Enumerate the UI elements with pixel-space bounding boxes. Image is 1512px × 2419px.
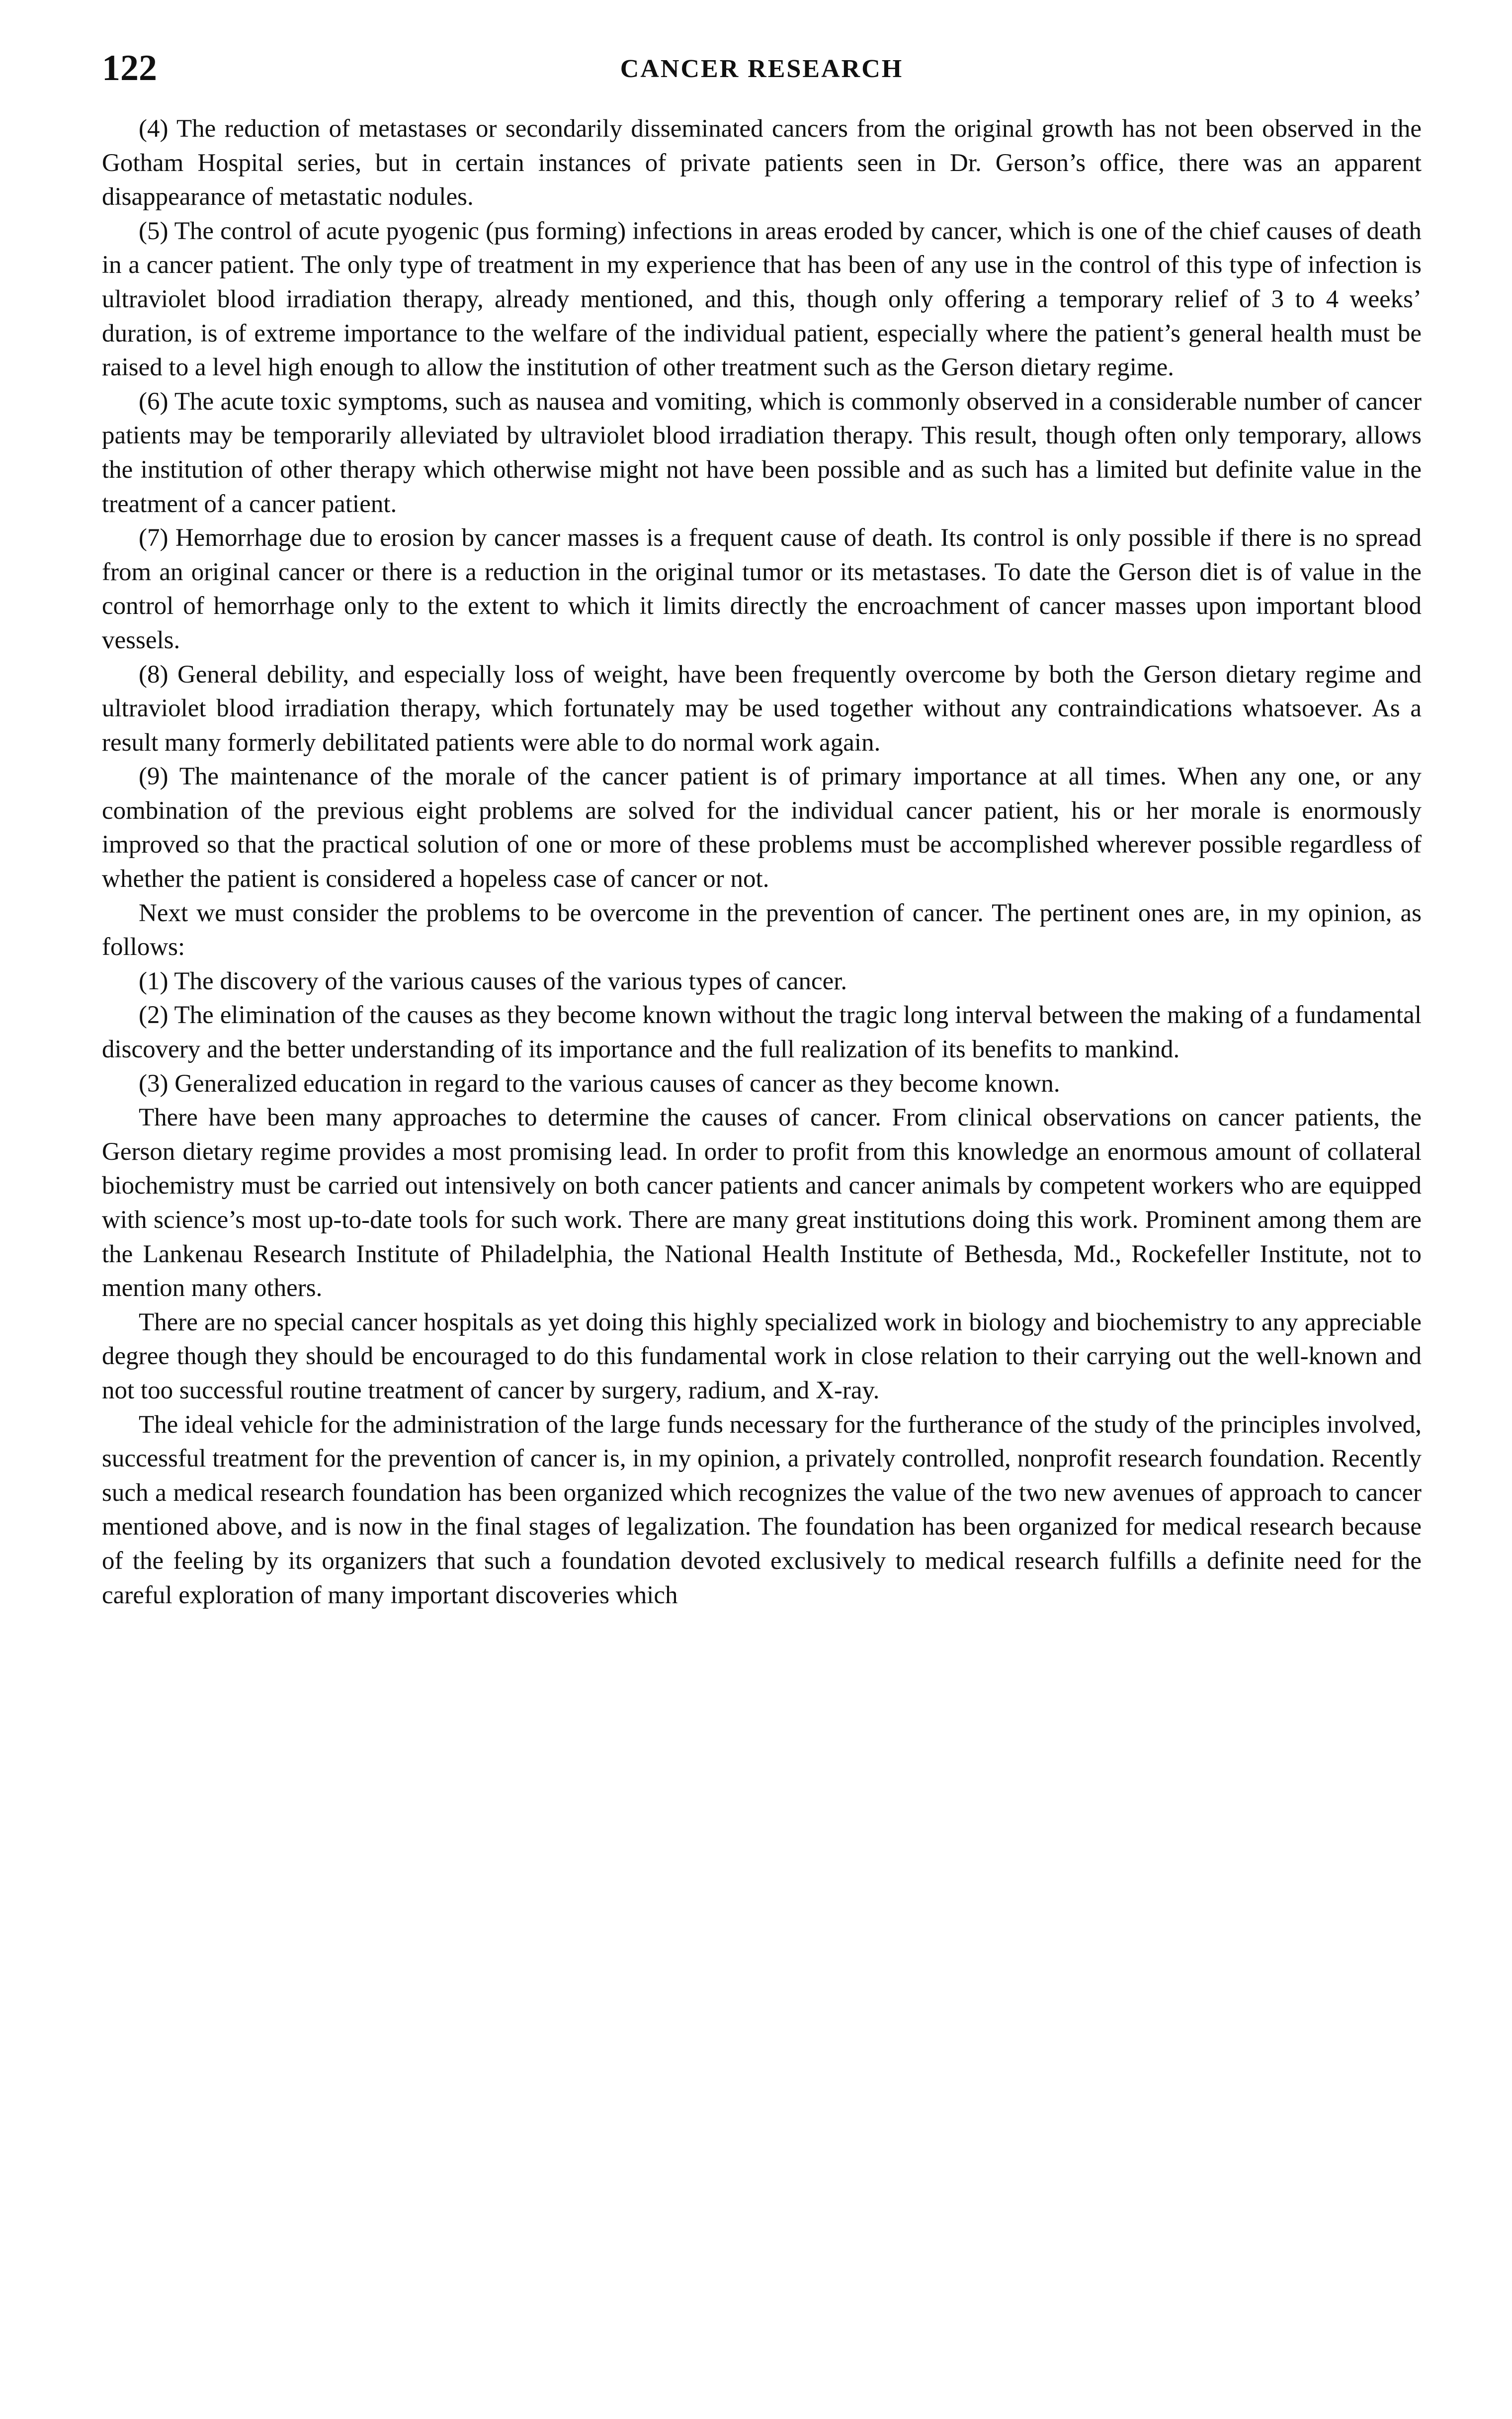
paragraph: (3) Generalized education in regard to the various causes of cancer as they become known.	[139, 1069, 1060, 1098]
paragraph: (1) The discovery of the various causes of the various types of cancer.	[139, 967, 847, 995]
paragraph: The ideal vehicle for the administration of the large funds necessary for the furtherance of the study of the principles involved, successful treatment for the prevention of cancer is, in my opinion, a privately controlled, nonprofit research foundation. Recently such a medical research foundation has been organized which recognizes the value of the two new avenues of approach to cancer mentioned above, and is now in the final stages of legalization. The foundation has been organized for medical research because of the feeling by its organizers that such a foundation devoted exclusively to medical research fulfills a definite need for the careful exploration of many important discoveries which	[102, 1410, 1422, 1609]
paragraph: There are no special cancer hospitals as yet doing this highly specialized work in biology and biochemistry to any appreciable degree though they should be encouraged to do this fundamental work in close relation to their carrying out the well-known and not too successful routine treatment of cancer by surgery, radium, and X-ray.	[102, 1308, 1422, 1404]
paragraph: (5) The control of acute pyogenic (pus forming) infections in areas eroded by cancer, which is one of the chief causes of death in a cancer patient. The only type of treatment in my experience that has been of any use in the control of this type of infection is ultraviolet blood irradiation therapy, already mentioned, and this, though only offering a temporary relief of 3 to 4 weeks’ duration, is of extreme importance to the welfare of the individual patient, especially where the patient’s general health must be raised to a level high enough to allow the institution of other treatment such as the Gerson dietary regime.	[102, 217, 1422, 382]
page-number: 122	[102, 48, 157, 88]
body-text	[102, 112, 1422, 1612]
running-head: CANCER RESEARCH	[620, 55, 904, 83]
paragraph: (6) The acute toxic symptoms, such as nausea and vomiting, which is commonly observed in a considerable number of cancer patients may be temporarily alleviated by ultraviolet blood irradiation therapy. This result, though often only temporary, allows the institution of other therapy which otherwise might not have been possible and as such has a limited but definite value in the treatment of a cancer patient.	[102, 387, 1422, 518]
paragraph: There have been many approaches to determine the causes of cancer. From clinical observations on cancer patients, the Gerson dietary regime provides a most promising lead. In order to profit from this knowledge an enormous amount of collateral biochemistry must be carried out intensively on both cancer patients and cancer animals by competent workers who are equipped with science’s most up-to-date tools for such work. There are many great institutions doing this work. Prominent among them are the Lankenau Research Institute of Philadelphia, the National Health Institute of Bethesda, Md., Rockefeller Institute, not to mention many others.	[102, 1104, 1422, 1302]
paragraph: (2) The elimination of the causes as they become known without the tragic long interval between the making of a fundamental discovery and the better understanding of its importance and the full realization of its benefits to mankind.	[102, 1001, 1422, 1064]
paragraph: (8) General debility, and especially loss of weight, have been frequently overcome by both the Gerson dietary regime and ultraviolet blood irradiation therapy, which fortunately may be used together without any contraindications whatsoever. As a result many formerly debilitated patients were able to do normal work again.	[102, 660, 1422, 757]
paragraph: (7) Hemorrhage due to erosion by cancer masses is a frequent cause of death. Its control is only possible if there is no spread from an original cancer or there is a reduction in the original tumor or its metastases. To date the Gerson diet is of value in the control of hemorrhage only to the extent to which it limits directly the encroachment of cancer masses upon important blood vessels.	[102, 524, 1422, 654]
paragraph: (4) The reduction of metastases or secondarily disseminated cancers from the original growth has not been observed in the Gotham Hospital series, but in certain instances of private patients seen in Dr. Gerson’s office, there was an apparent disappearance of metastatic nodules.	[102, 115, 1422, 211]
paragraph: (9) The maintenance of the morale of the cancer patient is of primary importance at all times. When any one, or any combination of the previous eight problems are solved for the individual cancer patient, his or her morale is enormously improved so that the practical solution of one or more of these problems must be accomplished wherever possible regardless of whether the patient is considered a hopeless case of cancer or not.	[102, 763, 1422, 893]
paragraph: Next we must consider the problems to be overcome in the prevention of cancer. The pertinent ones are, in my opinion, as follows:	[102, 899, 1422, 961]
document-page	[102, 47, 1422, 1612]
page-header	[102, 47, 1422, 102]
